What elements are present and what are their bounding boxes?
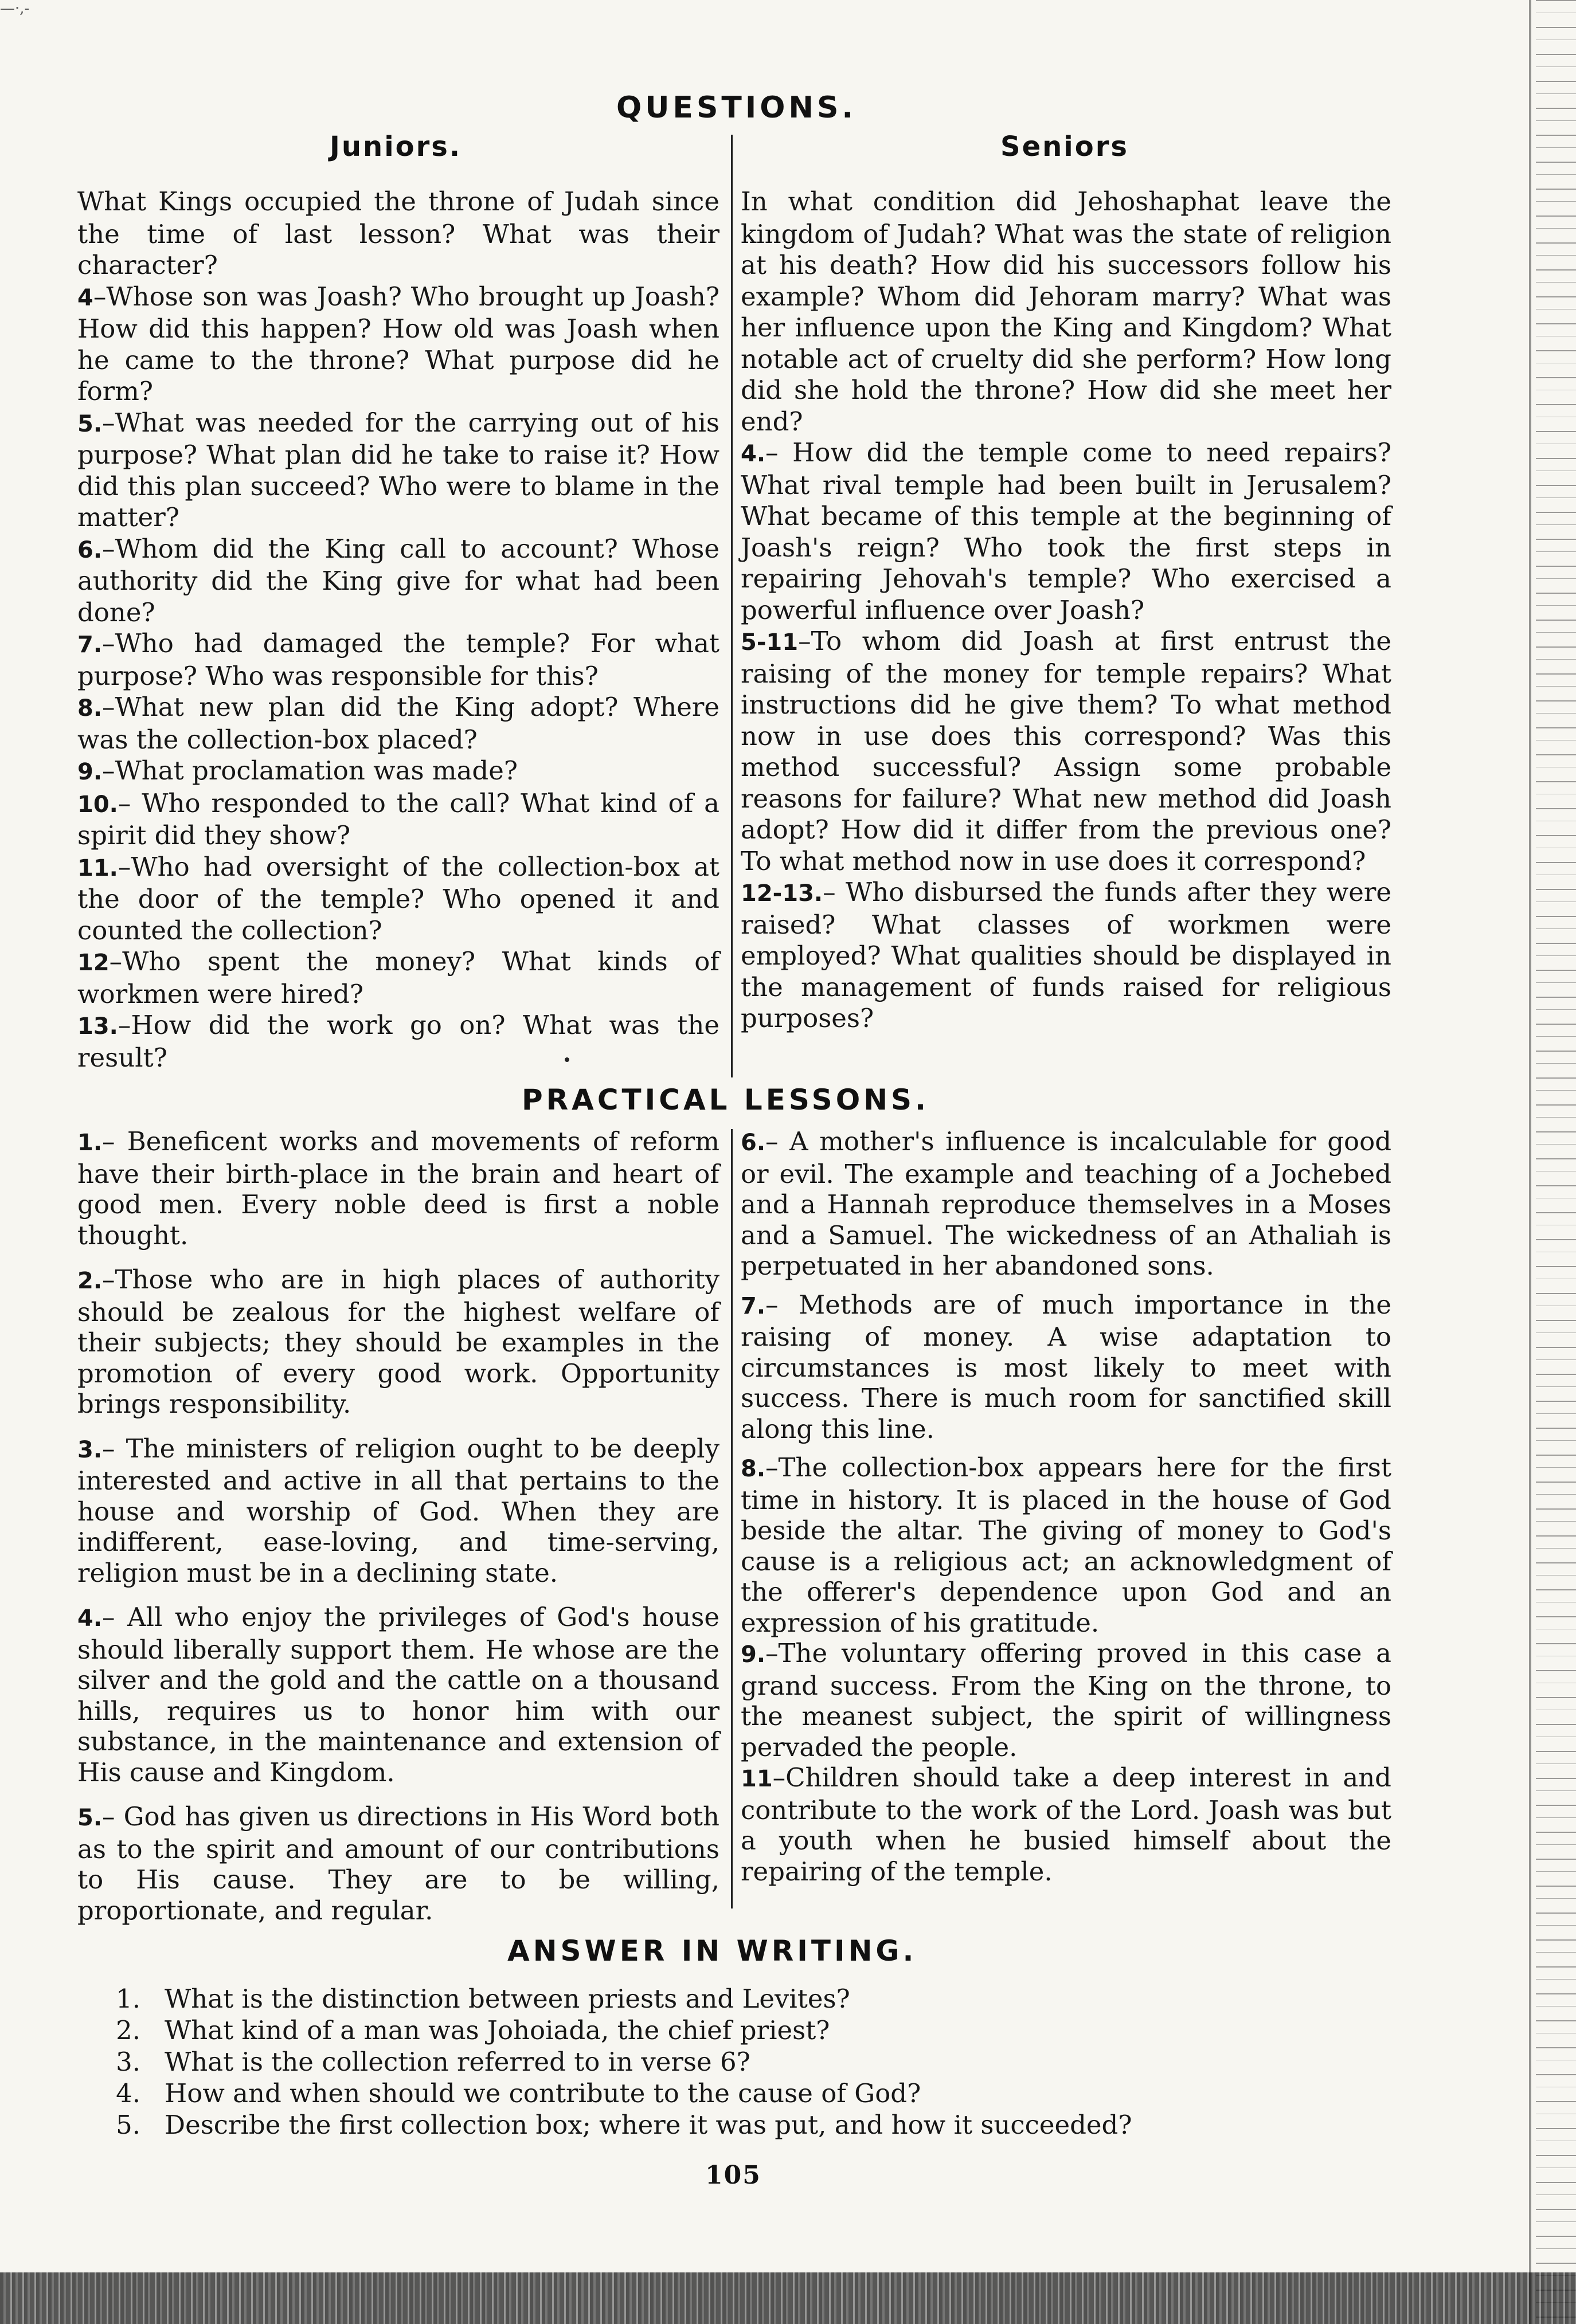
questions-heading: QUESTIONS. [616, 91, 857, 125]
lesson-paragraph: 2.–Those who are in high places of authority should be zealous for the highest welfare of their subjects; they should be examples in the promotion of every good work. Opportunity brings responsibility. [77, 1264, 719, 1419]
answer-item: 2. What kind of a man was Johoiada, the chief priest? [116, 2015, 830, 2045]
lesson-paragraph: 1.– Beneficent works and movements of reform have their birth-place in the brain and heart of good men. Every noble deed is first a noble thought. [77, 1126, 719, 1251]
seniors-questions [741, 186, 1391, 1089]
question-paragraph: 6.–Whom did the King call to account? Whose authority did the King give for what had been done? [77, 533, 719, 628]
scan-edge-bottom [0, 2272, 1576, 2324]
stray-mark [565, 1057, 569, 1062]
scan-edge-right [1536, 0, 1576, 2324]
answer-list [77, 1983, 1396, 2141]
question-paragraph: What Kings occupied the throne of Judah since the time of last lesson? What was their character? [77, 186, 719, 280]
answer-in-writing-heading: ANSWER IN WRITING. [507, 1934, 917, 1968]
lesson-paragraph: 4.– All who enjoy the privileges of God's house should liberally support them. He whose are the silver and the gold and the cattle on a thousand hills, requires us to honor him with our substance, in the maintenance and extension of His cause and Kingdom. [77, 1602, 719, 1788]
answer-item: 3. What is the collection referred to in verse 6? [116, 2047, 750, 2077]
juniors-questions [77, 186, 719, 1089]
lesson-paragraph: 11–Children should take a deep interest in and contribute to the work of the Lord. Joash was but a youth when he busied himself about the repairing of the temple. [741, 1762, 1391, 1887]
lesson-paragraph: 6.– A mother's influence is incalculable for good or evil. The example and teaching of a Jochebed and a Hannah reproduce themselves in a Moses and a Samuel. The wickedness of an Athaliah is perpetuated in her abandoned sons. [741, 1126, 1391, 1281]
column-divider [731, 1129, 733, 1908]
juniors-heading: Juniors. [330, 131, 462, 163]
corner-mark: —·,- [0, 0, 30, 17]
page-number: 105 [705, 2161, 761, 2190]
practical-lessons-left [77, 1126, 719, 1926]
lesson-paragraph: 3.– The ministers of religion ought to be deeply interested and active in all that pertains to the house and worship of God. When they are indifferent, ease-loving, and time-serving, religion must be in a declining state. [77, 1433, 719, 1588]
seniors-heading: Seniors [1000, 131, 1129, 163]
lesson-paragraph: 9.–The voluntary offering proved in this case a grand success. From the King on the throne, to the meanest subject, the spirit of willingness pervaded the people. [741, 1638, 1391, 1762]
question-paragraph: 12-13.– Who disbursed the funds after they were raised? What classes of workmen were employed? What qualities should be displayed in the management of funds raised for religious purposes? [741, 877, 1391, 1033]
question-paragraph: 5-11–To whom did Joash at first entrust the raising of the money for temple repairs? What instructions did he give them? To what method now in use does this correspond? Was this method successful? Assign some probable reasons for failure? What new method did Joash adopt? How did it differ from the previous one? To what method now in use does it correspond? [741, 626, 1391, 876]
question-paragraph: 5.–What was needed for the carrying out of his purpose? What plan did he take to raise it? How did this plan succeed? Who were to blame in the matter? [77, 407, 719, 532]
scan-edge-line [1529, 0, 1531, 2324]
answer-item: 5. Describe the first collection box; where it was put, and how it succeeded? [116, 2110, 1132, 2140]
column-divider [731, 135, 733, 1077]
lesson-paragraph: 8.–The collection-box appears here for the first time in history. It is placed in the house of God beside the altar. The giving of money to God's cause is a religious act; an acknowledgment of the offerer's dependence upon God and an expression of his gratitude. [741, 1452, 1391, 1638]
lesson-paragraph: 7.– Methods are of much importance in the raising of money. A wise adaptation to circumstances is most likely to meet with success. There is much room for sanctified skill along this line. [741, 1289, 1391, 1444]
practical-lessons-right [741, 1126, 1391, 1917]
question-paragraph: 4.– How did the temple come to need repairs? What rival temple had been built in Jerusalem? What became of this temple at the beginning of Joash's reign? Who took the first steps in repairing Jehovah's temple? Who exercised a powerful influence over Joash? [741, 437, 1391, 625]
answer-item: 4. How and when should we contribute to the cause of God? [116, 2078, 921, 2109]
question-paragraph: 10.– Who responded to the call? What kind of a spirit did they show? [77, 787, 719, 851]
question-paragraph: 8.–What new plan did the King adopt? Where was the collection-box placed? [77, 692, 719, 755]
question-paragraph: 9.–What proclamation was made? [77, 755, 518, 786]
lesson-paragraph: 5.– God has given us directions in His Word both as to the spirit and amount of our contributions to His cause. They are to be willing, proportionate, and regular. [77, 1801, 719, 1926]
question-paragraph: 13.–How did the work go on? What was the result? [77, 1010, 719, 1073]
answer-item: 1. What is the distinction between priests and Levites? [116, 1984, 850, 2014]
question-paragraph: 12–Who spent the money? What kinds of workmen were hired? [77, 946, 719, 1009]
practical-lessons-heading: PRACTICAL LESSONS. [522, 1083, 930, 1116]
question-paragraph: In what condition did Jehoshaphat leave the kingdom of Judah? What was the state of religion at his death? How did his successors follow his example? Whom did Jehoram marry? What was her influence upon the King and Kingdom? What notable act of cruelty did she perform? How long did she hold the throne? How did she meet her end? [741, 186, 1391, 437]
question-paragraph: 7.–Who had damaged the temple? For what purpose? Who was responsible for this? [77, 628, 719, 691]
question-paragraph: 11.–Who had oversight of the collection-box at the door of the temple? Who opened it and counted the collection? [77, 851, 719, 946]
question-paragraph: 4–Whose son was Joash? Who brought up Joash? How did this happen? How old was Joash when he came to the throne? What purpose did he form? [77, 281, 719, 406]
